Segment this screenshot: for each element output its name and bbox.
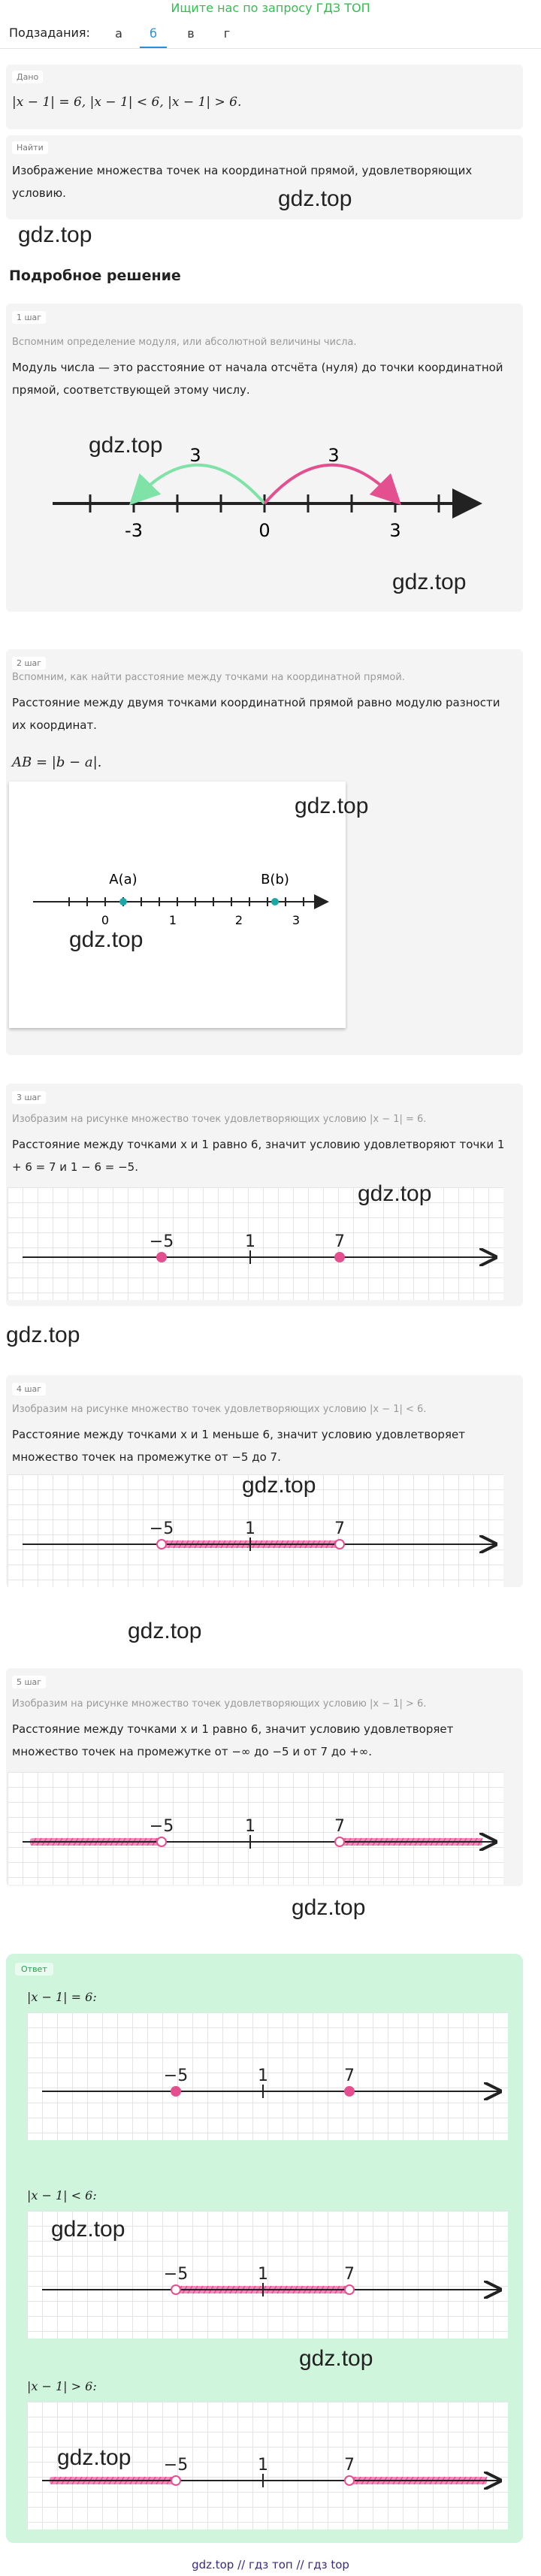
watermark: gdz.top <box>242 1473 316 1498</box>
watermark: gdz.top <box>57 2445 131 2470</box>
number-line-gt <box>8 1772 503 1885</box>
step1-badge: 1 шаг <box>12 311 46 324</box>
step5-hint: Изобразим на рисунке множество точек удовлетворяющих условию |x − 1| > 6. <box>12 1698 427 1710</box>
label-1: 1 <box>258 2067 268 2085</box>
label-minus5: −5 <box>163 2456 189 2475</box>
label-1: 1 <box>245 1519 255 1538</box>
right-arc-label: 3 <box>328 445 340 466</box>
step5-grid <box>8 1772 503 1885</box>
answer-grid-eq <box>27 2012 508 2140</box>
watermark: gdz.top <box>295 794 369 818</box>
answer-case-eq: |x − 1| = 6: <box>27 1990 97 2004</box>
label-7: 7 <box>334 1519 345 1538</box>
watermark: gdz.top <box>89 433 163 458</box>
point-b <box>271 898 279 906</box>
given-card <box>6 65 523 129</box>
open-point <box>157 1540 166 1549</box>
open-point <box>335 1540 344 1549</box>
find-badge: Найти <box>12 141 48 154</box>
subtask-tabs <box>0 18 541 49</box>
step4-hint: Изобразим на рисунке множество точек удовлетворяющих условию |x − 1| < 6. <box>12 1404 427 1415</box>
label-7: 7 <box>344 2067 355 2085</box>
step2-hint: Вспомним, как найти расстояние между точками на координатной прямой. <box>12 672 405 683</box>
answer-case-gt: |x − 1| > 6: <box>27 2379 97 2393</box>
open-point <box>345 2476 354 2485</box>
step2-text: Расстояние между двумя точками координатной прямой равно модулю разности их координат. <box>12 696 500 732</box>
label-7: 7 <box>334 1232 345 1251</box>
tab-g[interactable]: г <box>223 26 231 41</box>
label-minus5: −5 <box>149 1232 174 1251</box>
label-7: 7 <box>344 2456 355 2475</box>
tick-label-2: 2 <box>234 913 243 927</box>
label-1: 1 <box>258 2265 268 2284</box>
find-text: Изображение множества точек на координатной прямой, удовлетворяющих условию. <box>12 164 473 200</box>
step1-card <box>6 304 523 612</box>
step1-hint: Вспомним определение модуля, или абсолютной величины числа. <box>12 337 357 348</box>
step5-badge: 5 шаг <box>12 1676 46 1689</box>
tick-label-minus3: -3 <box>125 520 143 541</box>
left-arc <box>140 465 264 503</box>
watermark: gdz.top <box>69 927 144 952</box>
label-1: 1 <box>245 1817 255 1836</box>
step3-badge: 3 шаг <box>12 1091 46 1104</box>
filled-point <box>345 2087 354 2096</box>
top-banner[interactable]: Ищите нас по запросу ГДЗ ТОП <box>171 1 370 15</box>
solution-title: Подробное решение <box>9 268 181 284</box>
watermark: gdz.top <box>292 1895 366 1920</box>
filled-point <box>171 2087 180 2096</box>
label-7: 7 <box>344 2265 355 2284</box>
watermark: gdz.top <box>358 1181 432 1206</box>
label-minus5: −5 <box>163 2265 189 2284</box>
step4-text: Расстояние между точками x и 1 меньше 6, значит условию удовлетворяет множество точек на промежутке от −5 до 7. <box>12 1428 465 1464</box>
label-1: 1 <box>258 2456 268 2475</box>
step4-badge: 4 шаг <box>12 1383 46 1395</box>
open-point <box>345 2285 354 2294</box>
watermark: gdz.top <box>51 2217 125 2242</box>
right-arc <box>264 465 391 503</box>
step2-badge: 2 шаг <box>12 657 46 670</box>
label-1: 1 <box>245 1232 255 1251</box>
step2-card <box>6 649 523 1055</box>
step3-hint: Изобразим на рисунке множество точек удовлетворяющих условию |x − 1| = 6. <box>12 1114 427 1125</box>
given-badge: Дано <box>12 71 43 83</box>
watermark: gdz.top <box>18 222 92 247</box>
open-point <box>157 1837 166 1846</box>
point-a <box>119 898 127 906</box>
label-minus5: −5 <box>163 2067 189 2085</box>
modulus-diagram <box>6 416 523 589</box>
answer-case-lt: |x − 1| < 6: <box>27 2188 97 2203</box>
watermark: gdz.top <box>299 2346 373 2371</box>
tick-label-zero: 0 <box>258 520 270 541</box>
tab-a[interactable]: а <box>115 26 122 41</box>
tick-label-1: 1 <box>168 913 177 927</box>
tab-b[interactable]: б <box>140 24 167 48</box>
point-a-label: A(a) <box>109 872 138 887</box>
label-minus5: −5 <box>149 1519 174 1538</box>
label-7: 7 <box>334 1817 345 1836</box>
subtasks-label: Подзадания: <box>9 26 90 40</box>
step1-text: Модуль числа — это расстояние от начала отсчёта (нуля) до точки координатной прямой, соответствующей этому числу. <box>12 361 503 397</box>
tick-label-0: 0 <box>101 913 110 927</box>
given-text: |x − 1| = 6, |x − 1| < 6, |x − 1| > 6. <box>12 95 242 110</box>
open-point <box>171 2285 180 2294</box>
tick-label-3: 3 <box>389 520 401 541</box>
filled-point <box>157 1253 166 1262</box>
left-arc-label: 3 <box>189 445 201 466</box>
filled-point <box>335 1253 344 1262</box>
label-minus5: −5 <box>149 1817 174 1836</box>
open-point <box>335 1837 344 1846</box>
step2-formula: AB = |b − a|. <box>12 754 102 770</box>
watermark: gdz.top <box>6 1323 80 1347</box>
find-card <box>6 135 523 219</box>
tab-v[interactable]: в <box>187 26 195 41</box>
watermark: gdz.top <box>278 186 352 211</box>
answer-line-eq <box>27 2012 508 2140</box>
footer-links[interactable]: gdz.top // гдз топ // гдз top <box>192 2558 349 2571</box>
step5-text: Расстояние между точками x и 1 равно 6, значит условию удовлетворяет множество точек на промежутке от −∞ до −5 и от 7 до +∞. <box>12 1722 454 1758</box>
tick-label-3: 3 <box>292 913 301 927</box>
step3-text: Расстояние между точками x и 1 равно 6, значит условию удовлетворяют точки 1 + 6 = 7 и 1 − 6 = −5. <box>12 1138 505 1174</box>
open-point <box>171 2476 180 2485</box>
watermark: gdz.top <box>392 570 467 594</box>
answer-badge: Ответ <box>15 1963 53 1976</box>
watermark: gdz.top <box>128 1619 202 1643</box>
point-b-label: B(b) <box>261 872 289 887</box>
